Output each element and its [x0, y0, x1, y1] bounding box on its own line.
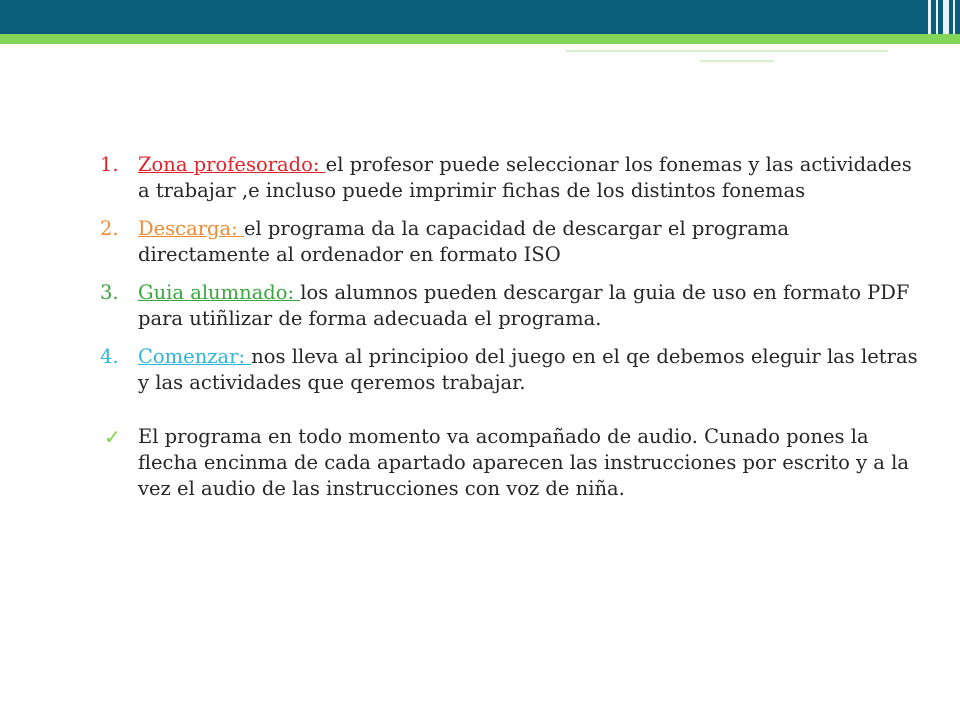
- list-number: 4.: [100, 345, 119, 368]
- list-item: [100, 152, 920, 204]
- list-number: 2.: [100, 217, 119, 240]
- guia-alumnado-link[interactable]: Guia alumnado:: [138, 281, 301, 304]
- audio-note-paragraph: [100, 424, 920, 502]
- comenzar-link[interactable]: Comenzar:: [138, 345, 252, 368]
- list-item-text: nos lleva al principioo del juego en el qe debemos eleguir las letras y las actividades que qeremos trabajar.: [138, 345, 918, 394]
- list-item-text: los alumnos pueden descargar la guia de uso en formato PDF para utiñlizar de forma adecuada el programa.: [138, 281, 910, 330]
- list-item: [100, 216, 920, 268]
- list-item-text: el profesor puede seleccionar los fonemas y las actividades a trabajar ,e incluso puede imprimir fichas de los distintos fonemas: [138, 153, 912, 202]
- divider-line: [566, 46, 960, 48]
- numbered-list: [100, 152, 920, 396]
- zona-profesorado-link[interactable]: Zona profesorado:: [138, 153, 326, 176]
- list-number: 1.: [100, 153, 119, 176]
- divider-line: [566, 50, 888, 52]
- descarga-link[interactable]: Descarga:: [138, 217, 244, 240]
- header-bar: [0, 0, 960, 34]
- header-stripe: [936, 0, 938, 34]
- check-icon: ✓: [104, 425, 121, 449]
- header-accent-band: [0, 34, 960, 44]
- list-item: [100, 280, 920, 332]
- divider-line: [700, 60, 774, 62]
- list-item: [100, 344, 920, 396]
- audio-note-text: El programa en todo momento va acompañado de audio. Cunado pones la flecha encinma de cada apartado aparecen las instrucciones por escrito y a la vez el audio de las instrucciones con voz de niña.: [138, 425, 909, 500]
- header-stripe: [953, 0, 955, 34]
- list-number: 3.: [100, 281, 119, 304]
- list-item-text: el programa da la capacidad de descargar el programa directamente al ordenador en formato ISO: [138, 217, 789, 266]
- header-stripe: [943, 0, 949, 34]
- header-stripe: [928, 0, 931, 34]
- slide-content: [100, 152, 920, 502]
